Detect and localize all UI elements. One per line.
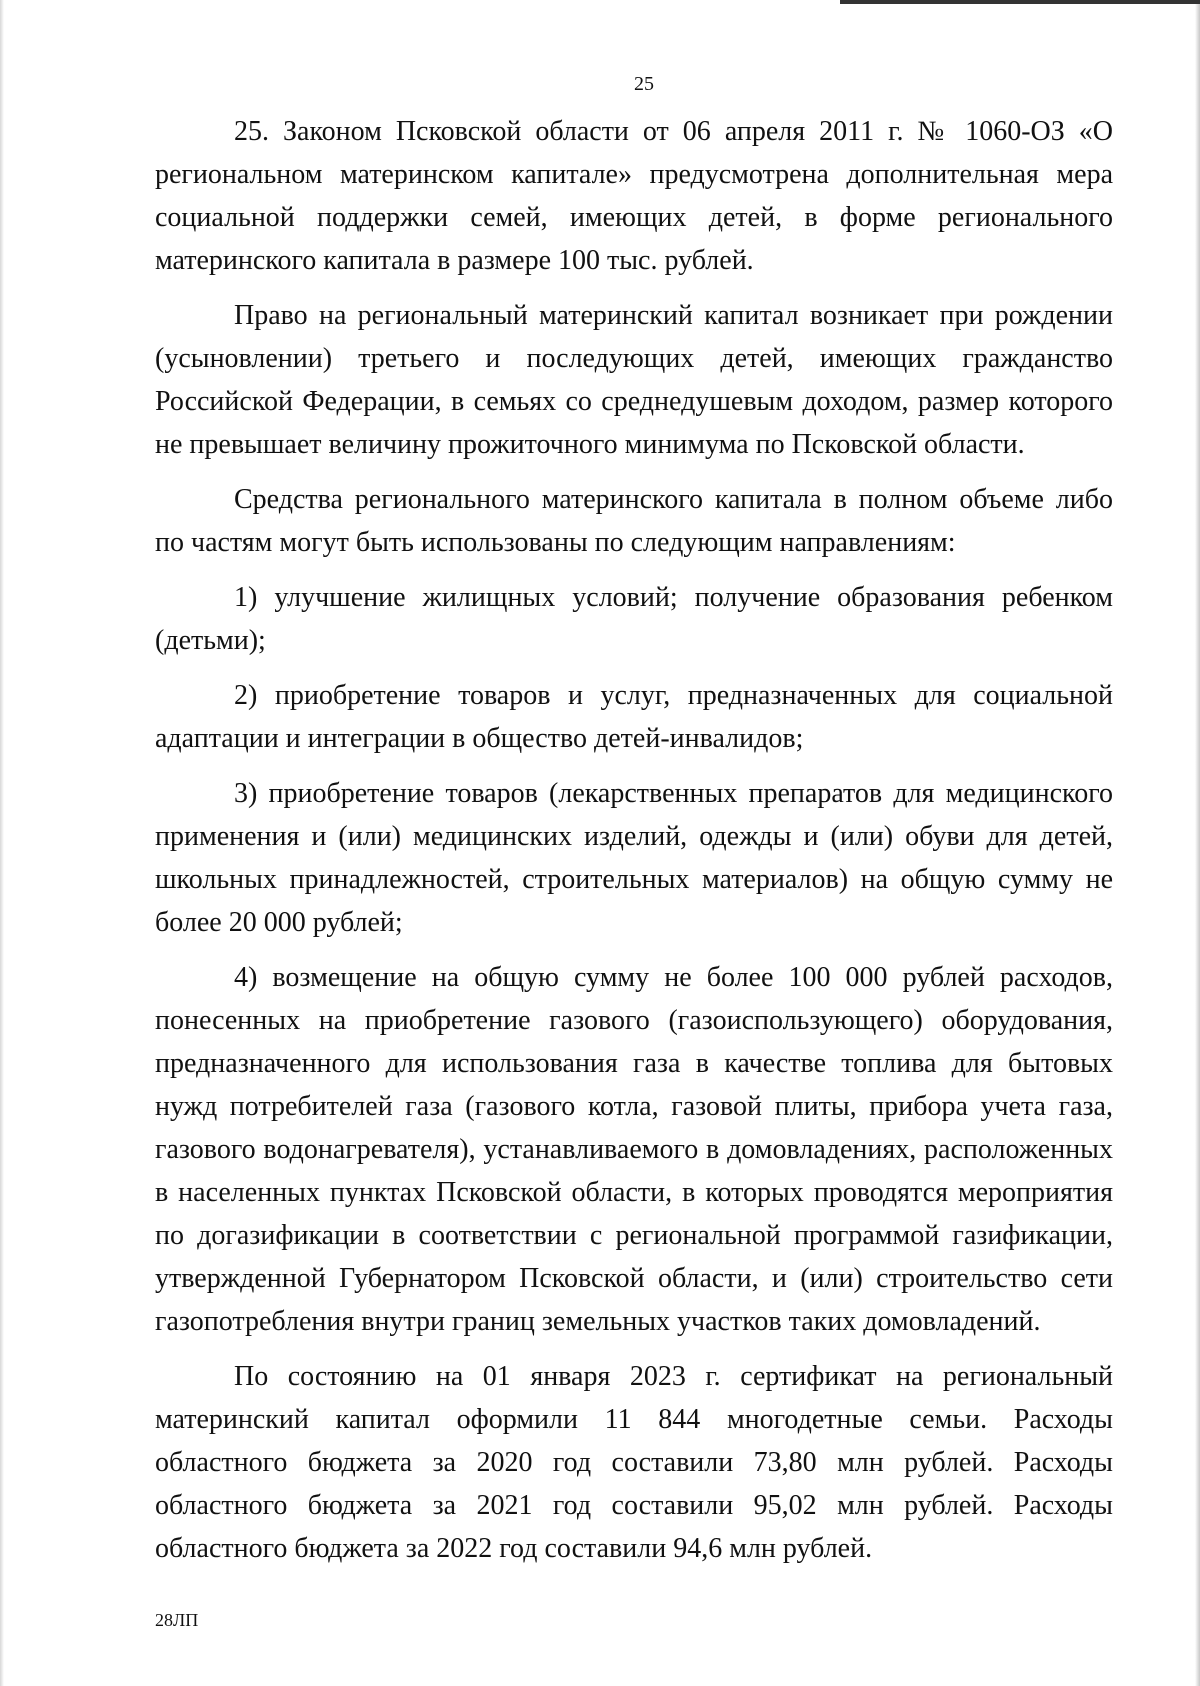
paragraph-law-reference: 25. Законом Псковской области от 06 апреля 2011 г. № 1060-ОЗ «О региональном материнском капитале» предусмотрена дополнительная мера социальной поддержки семей, имеющих детей, в форме регионального материнского капитала в размере 100 тыс. рублей. <box>155 116 1113 276</box>
paragraph-eligibility: Право на региональный материнский капитал возникает при рождении (усыновлении) третьего и последующих детей, имеющих гражданство Российской Федерации, в семьях со среднедушевым доходом, размер которого не превышает величину прожиточного минимума по Псковской области. <box>155 300 1113 460</box>
footer-code: 28ЛП <box>155 1610 199 1630</box>
scan-edge-right <box>1195 0 1200 1686</box>
list-item-2: 2) приобретение товаров и услуг, предназначенных для социальной адаптации и интеграции в общество детей-инвалидов; <box>155 680 1113 754</box>
document-body <box>155 110 1113 1582</box>
scan-edge-left <box>0 0 4 1686</box>
list-item-3: 3) приобретение товаров (лекарственных препаратов для медицинского применения и (или) медицинских изделий, одежды и (или) обуви для детей, школьных принадлежностей, строительных материалов) на общую сумму не более 20 000 рублей; <box>155 778 1113 938</box>
list-item-4: 4) возмещение на общую сумму не более 100 000 рублей расходов, понесенных на приобретение газового (газоиспользующего) оборудования, предназначенного для использования газа в качестве топлива для бытовых нужд потребителей газа (газового котла, газовой плиты, прибора учета газа, газового водонагревателя), устанавливаемого в домовладениях, расположенных в населенных пунктах Псковской области, в которых проводятся мероприятия по догазификации в соответствии с региональной программой газификации, утвержденной Губернатором Псковской области, и (или) строительство сети газопотребления внутри границ земельных участков таких домовладений. <box>155 962 1113 1337</box>
scan-edge-top <box>840 0 1200 4</box>
paragraph-statistics: По состоянию на 01 января 2023 г. сертификат на региональный материнский капитал оформили 11 844 многодетные семьи. Расходы областного бюджета за 2020 год составили 73,80 млн рублей. Расходы областного бюджета за 2021 год составили 95,02 млн рублей. Расходы областного бюджета за 2022 год составили 94,6 млн рублей. <box>155 1361 1113 1564</box>
paragraph-usage-intro: Средства регионального материнского капитала в полном объеме либо по частям могут быть использованы по следующим направлениям: <box>155 484 1113 558</box>
list-item-1: 1) улучшение жилищных условий; получение образования ребенком (детьми); <box>155 582 1113 656</box>
page-number: 25 <box>634 73 654 95</box>
